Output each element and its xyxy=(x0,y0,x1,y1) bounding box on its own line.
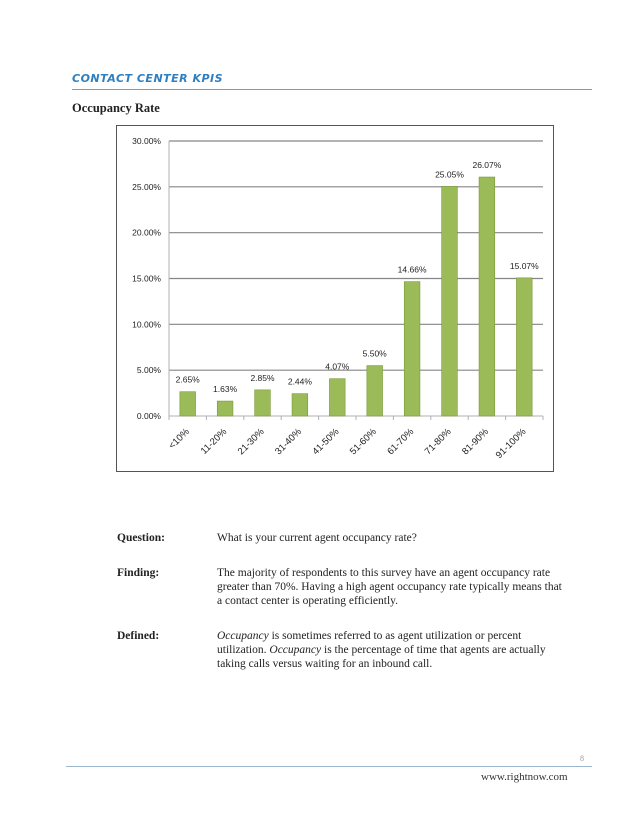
defined-text xyxy=(217,629,562,671)
data-label: 5.50% xyxy=(362,348,387,359)
y-tick-label: 5.00% xyxy=(136,365,161,376)
finding-text: The majority of respondents to this survey have an agent occupancy rate greater than 70%. Having a high agent occupancy rate typically means that a contact center is operating efficiently. xyxy=(217,567,562,607)
x-tick-label: 81-90% xyxy=(460,426,492,458)
data-label: 2.65% xyxy=(175,374,200,385)
occupancy-bar-chart xyxy=(117,126,553,471)
data-label: 26.07% xyxy=(472,160,502,171)
y-tick-label: 20.00% xyxy=(132,227,161,238)
section-title: CONTACT CENTER KPIS xyxy=(72,72,224,85)
bar xyxy=(367,366,383,416)
question-label: Question: xyxy=(117,532,165,544)
y-tick-label: 25.00% xyxy=(132,181,161,192)
bar xyxy=(404,282,420,416)
finding-label: Finding: xyxy=(117,567,160,579)
data-label: 25.05% xyxy=(435,169,464,180)
bar xyxy=(442,186,458,416)
question-text: What is your current agent occupancy rate? xyxy=(217,532,417,544)
footer-divider xyxy=(66,766,592,767)
bar xyxy=(329,379,345,416)
data-label: 1.63% xyxy=(213,384,238,395)
data-label: 15.07% xyxy=(509,260,539,271)
data-label: 2.44% xyxy=(287,376,312,387)
y-tick-label: 0.00% xyxy=(136,411,161,421)
chart-frame xyxy=(116,125,554,472)
data-label: 2.85% xyxy=(250,372,275,383)
x-tick-label: 91-100% xyxy=(493,426,529,462)
bar xyxy=(479,177,495,416)
x-tick-label: 61-70% xyxy=(385,426,417,458)
data-label: 4.07% xyxy=(325,361,350,372)
x-tick-label: 21-30% xyxy=(235,426,267,458)
page-number: 8 xyxy=(580,754,584,763)
x-tick-label: 71-80% xyxy=(422,426,454,458)
y-tick-label: 10.00% xyxy=(132,319,161,330)
y-tick-label: 15.00% xyxy=(132,273,161,284)
definition-part: is the percentage of time that agents are actually taking calls versus waiting for an inbound call. xyxy=(217,644,546,670)
bar xyxy=(516,278,532,416)
bar xyxy=(180,392,196,416)
x-tick-label: <10% xyxy=(166,426,192,452)
x-tick-label: 41-50% xyxy=(310,426,342,458)
x-tick-label: 11-20% xyxy=(198,426,230,457)
data-label: 14.66% xyxy=(397,264,427,275)
definition-part: is sometimes referred to as agent utilization or percent utilization. xyxy=(217,630,522,656)
bar xyxy=(292,394,308,416)
term-occupancy: Occupancy xyxy=(269,644,322,656)
bar xyxy=(217,401,233,416)
bar xyxy=(255,390,271,416)
x-tick-label: 31-40% xyxy=(273,426,305,458)
header-divider xyxy=(72,89,592,90)
term-occupancy: Occupancy xyxy=(217,630,269,642)
defined-label: Defined: xyxy=(117,630,160,642)
x-tick-label: 51-60% xyxy=(347,426,379,458)
chart-heading: Occupancy Rate xyxy=(72,101,160,115)
footer-url: www.rightnow.com xyxy=(481,771,568,783)
y-tick-label: 30.00% xyxy=(132,136,161,146)
